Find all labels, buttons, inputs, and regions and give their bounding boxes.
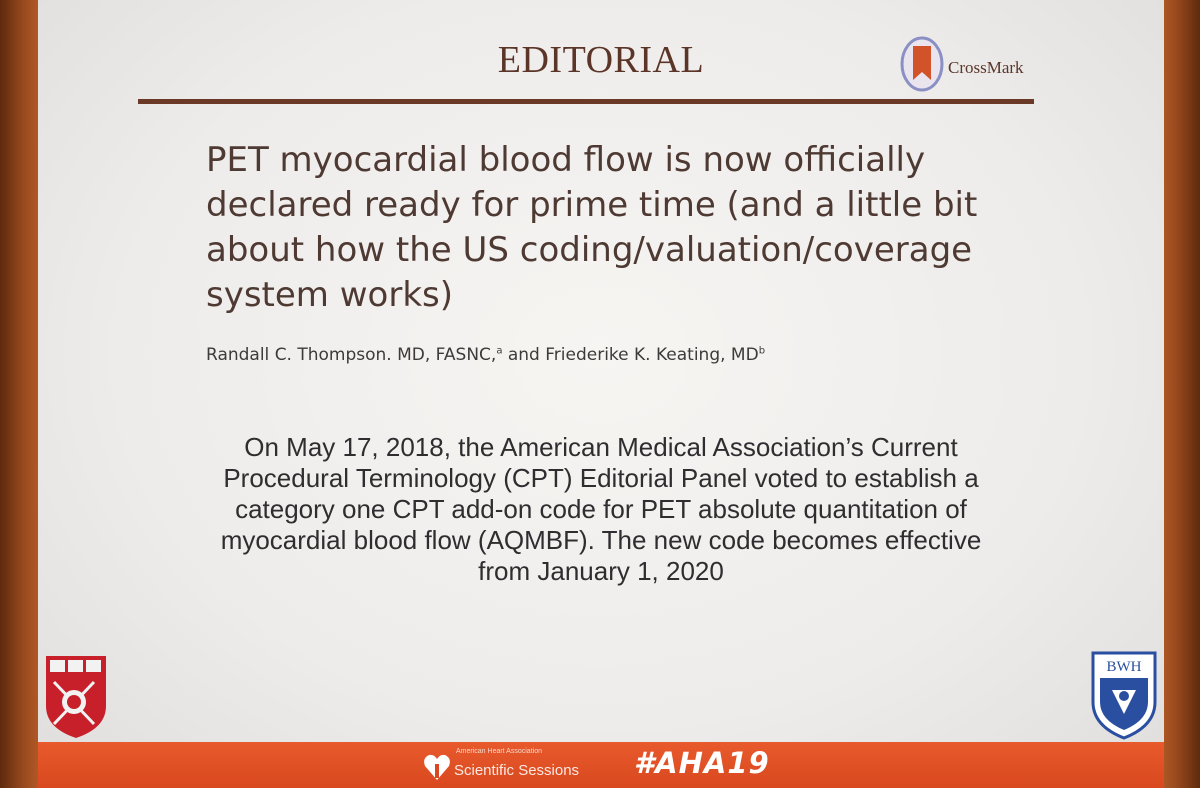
aha-wordmark: American Heart Association	[456, 748, 542, 755]
title-line: declared ready for prime time (and a little bit	[206, 185, 978, 225]
bwh-letters: BWH	[1106, 659, 1142, 675]
body-line: Procedural Terminology (CPT) Editorial Panel voted to establish a	[223, 463, 979, 493]
slide-footer	[38, 742, 1164, 788]
aha-heart-icon	[422, 748, 452, 782]
article-title	[206, 138, 1026, 318]
bwh-shield-icon	[1090, 650, 1158, 740]
body-line: from January 1, 2020	[478, 556, 724, 586]
title-line: system works)	[206, 275, 453, 315]
title-line: PET myocardial blood flow is now officially	[206, 140, 926, 180]
author-1-affiliation: a	[496, 345, 503, 357]
body-line: category one CPT add-on code for PET absolute quantitation of	[235, 494, 967, 524]
event-hashtag: #AHA19	[634, 746, 770, 780]
scientific-sessions-label: Scientific Sessions	[454, 762, 580, 779]
author-2-affiliation: b	[758, 345, 766, 357]
author-1: Randall C. Thompson. MD, FASNC,	[206, 345, 497, 365]
body-line: myocardial blood flow (AQMBF). The new code becomes effective	[220, 525, 982, 555]
author-list	[206, 345, 966, 365]
projected-slide	[38, 0, 1164, 788]
crossmark-badge	[900, 36, 1050, 92]
body-line: On May 17, 2018, the American Medical Association’s Current	[244, 432, 958, 462]
slide-body-text	[138, 432, 1064, 587]
editorial-heading: EDITORIAL	[497, 39, 705, 81]
title-line: about how the US coding/valuation/coverage	[206, 230, 973, 270]
room-wall-left	[0, 0, 40, 788]
harvard-shield-icon	[44, 654, 108, 740]
author-2: and Friederike K. Keating, MD	[502, 345, 759, 365]
room-wall-right	[1160, 0, 1200, 788]
crossmark-icon	[900, 36, 944, 92]
crossmark-label: CrossMark	[948, 58, 1024, 77]
heading-divider	[138, 99, 1034, 104]
